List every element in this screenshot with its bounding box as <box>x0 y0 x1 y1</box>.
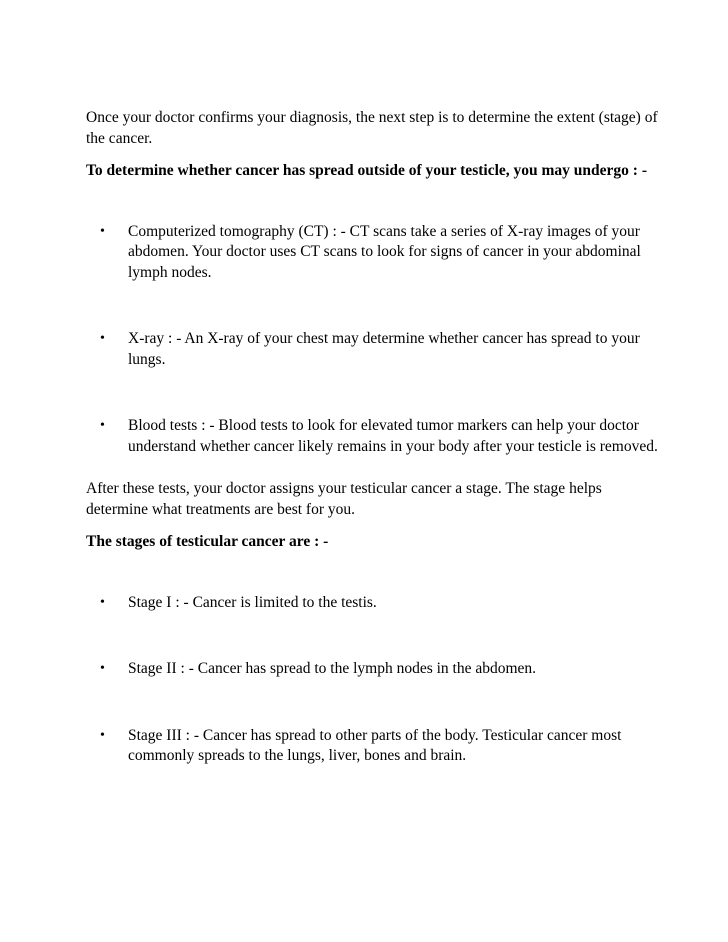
list-item-ct-scan <box>86 222 658 284</box>
list-item-text: Stage I : - Cancer is limited to the testis. <box>128 593 377 611</box>
document-page <box>86 108 658 767</box>
intro-paragraph: Once your doctor confirms your diagnosis, the next step is to determine the extent (stage) of the cancer. <box>86 109 658 147</box>
list-item-x-ray <box>86 329 658 370</box>
stages-list <box>86 593 658 767</box>
list-item-text: Stage III : - Cancer has spread to other parts of the body. Testicular cancer most commonly spreads to the lungs, liver, bones and brain. <box>128 726 622 764</box>
bullet-icon: • <box>100 594 105 610</box>
bullet-icon: • <box>100 418 105 433</box>
list-item-text: Blood tests : - Blood tests to look for elevated tumor markers can help your doctor understand whether cancer likely remains in your body after your testicle is removed. <box>128 417 658 455</box>
list-item-stage-2 <box>86 659 658 680</box>
list-item-text: Stage II : - Cancer has spread to the lymph nodes in the abdomen. <box>128 660 537 677</box>
list-item-blood-tests <box>86 416 658 457</box>
list-item-text: X-ray : - An X-ray of your chest may determine whether cancer has spread to your lungs. <box>128 330 640 368</box>
bullet-icon: • <box>100 661 105 676</box>
list-item-stage-3 <box>86 726 658 767</box>
bullet-icon: • <box>100 331 105 346</box>
list-item-text: Computerized tomography (CT) : - CT scans take a series of X-ray images of your abdomen. Your doctor uses CT scans to look for signs of cancer in your abdominal lymph nodes. <box>128 222 641 281</box>
bullet-icon: • <box>100 727 105 743</box>
bullet-icon: • <box>100 223 105 239</box>
tests-list <box>86 222 658 458</box>
staging-paragraph: After these tests, your doctor assigns your testicular cancer a stage. The stage helps determine what treatments are best for you. <box>86 480 602 518</box>
stages-heading: The stages of testicular cancer are : - <box>86 533 329 550</box>
tests-heading: To determine whether cancer has spread outside of your testicle, you may undergo : - <box>86 162 647 179</box>
list-item-stage-1 <box>86 593 658 614</box>
